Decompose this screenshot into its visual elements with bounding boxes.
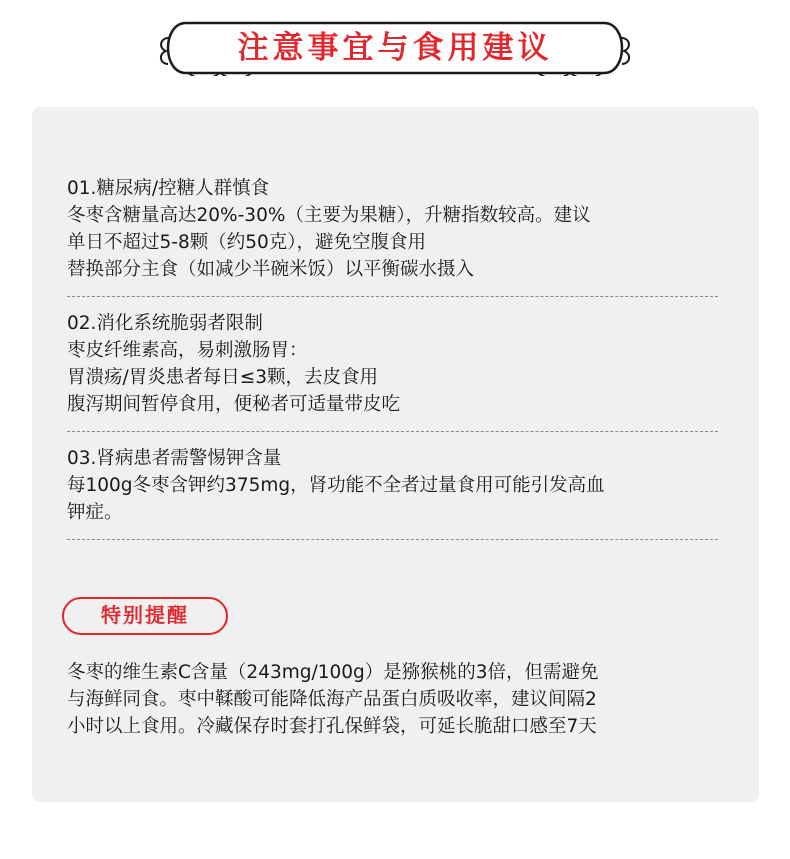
section-line: 腹泻期间暂停食用，便秘者可适量带皮吃 (67, 394, 401, 415)
section-line: 单日不超过5-8颗（约50克），避免空腹食用 (67, 232, 427, 253)
page-title: 注意事宜与食用建议 (237, 30, 553, 66)
section-line: 钾症。 (67, 502, 123, 523)
tip-line: 小时以上食用。冷藏保存时套打孔保鲜袋，可延长脆甜口感至7天 (67, 716, 597, 737)
section-divider (67, 296, 718, 297)
section-line: 胃溃疡/胃炎患者每日≤3颗，去皮食用 (67, 367, 379, 388)
section-title: 03.肾病患者需警惕钾含量 (67, 448, 282, 469)
content-card (32, 107, 759, 802)
header-banner (158, 20, 632, 76)
section-kidney (67, 445, 722, 526)
tip-line: 与海鲜同食。枣中鞣酸可能降低海产品蛋白质吸收率，建议间隔2 (67, 689, 597, 710)
tip-text (67, 659, 722, 740)
section-line: 每100g冬枣含钾约375mg，肾功能不全者过量食用可能引发高血 (67, 475, 605, 496)
section-line: 替换部分主食（如减少半碗米饭）以平衡碳水摄入 (67, 259, 475, 280)
section-line: 枣皮纤维素高，易刺激肠胃： (67, 340, 308, 361)
section-line: 冬枣含糖量高达20%-30%（主要为果糖），升糖指数较高。建议 (67, 205, 591, 226)
section-divider (67, 431, 718, 432)
tip-line: 冬枣的维生素C含量（243mg/100g）是猕猴桃的3倍，但需避免 (67, 662, 599, 683)
section-digestion (67, 310, 722, 418)
section-divider (67, 539, 718, 540)
section-title: 01.糖尿病/控糖人群慎食 (67, 178, 270, 199)
section-diabetes (67, 175, 722, 283)
section-title: 02.消化系统脆弱者限制 (67, 313, 263, 334)
special-reminder-badge: 特别提醒 (62, 597, 228, 635)
